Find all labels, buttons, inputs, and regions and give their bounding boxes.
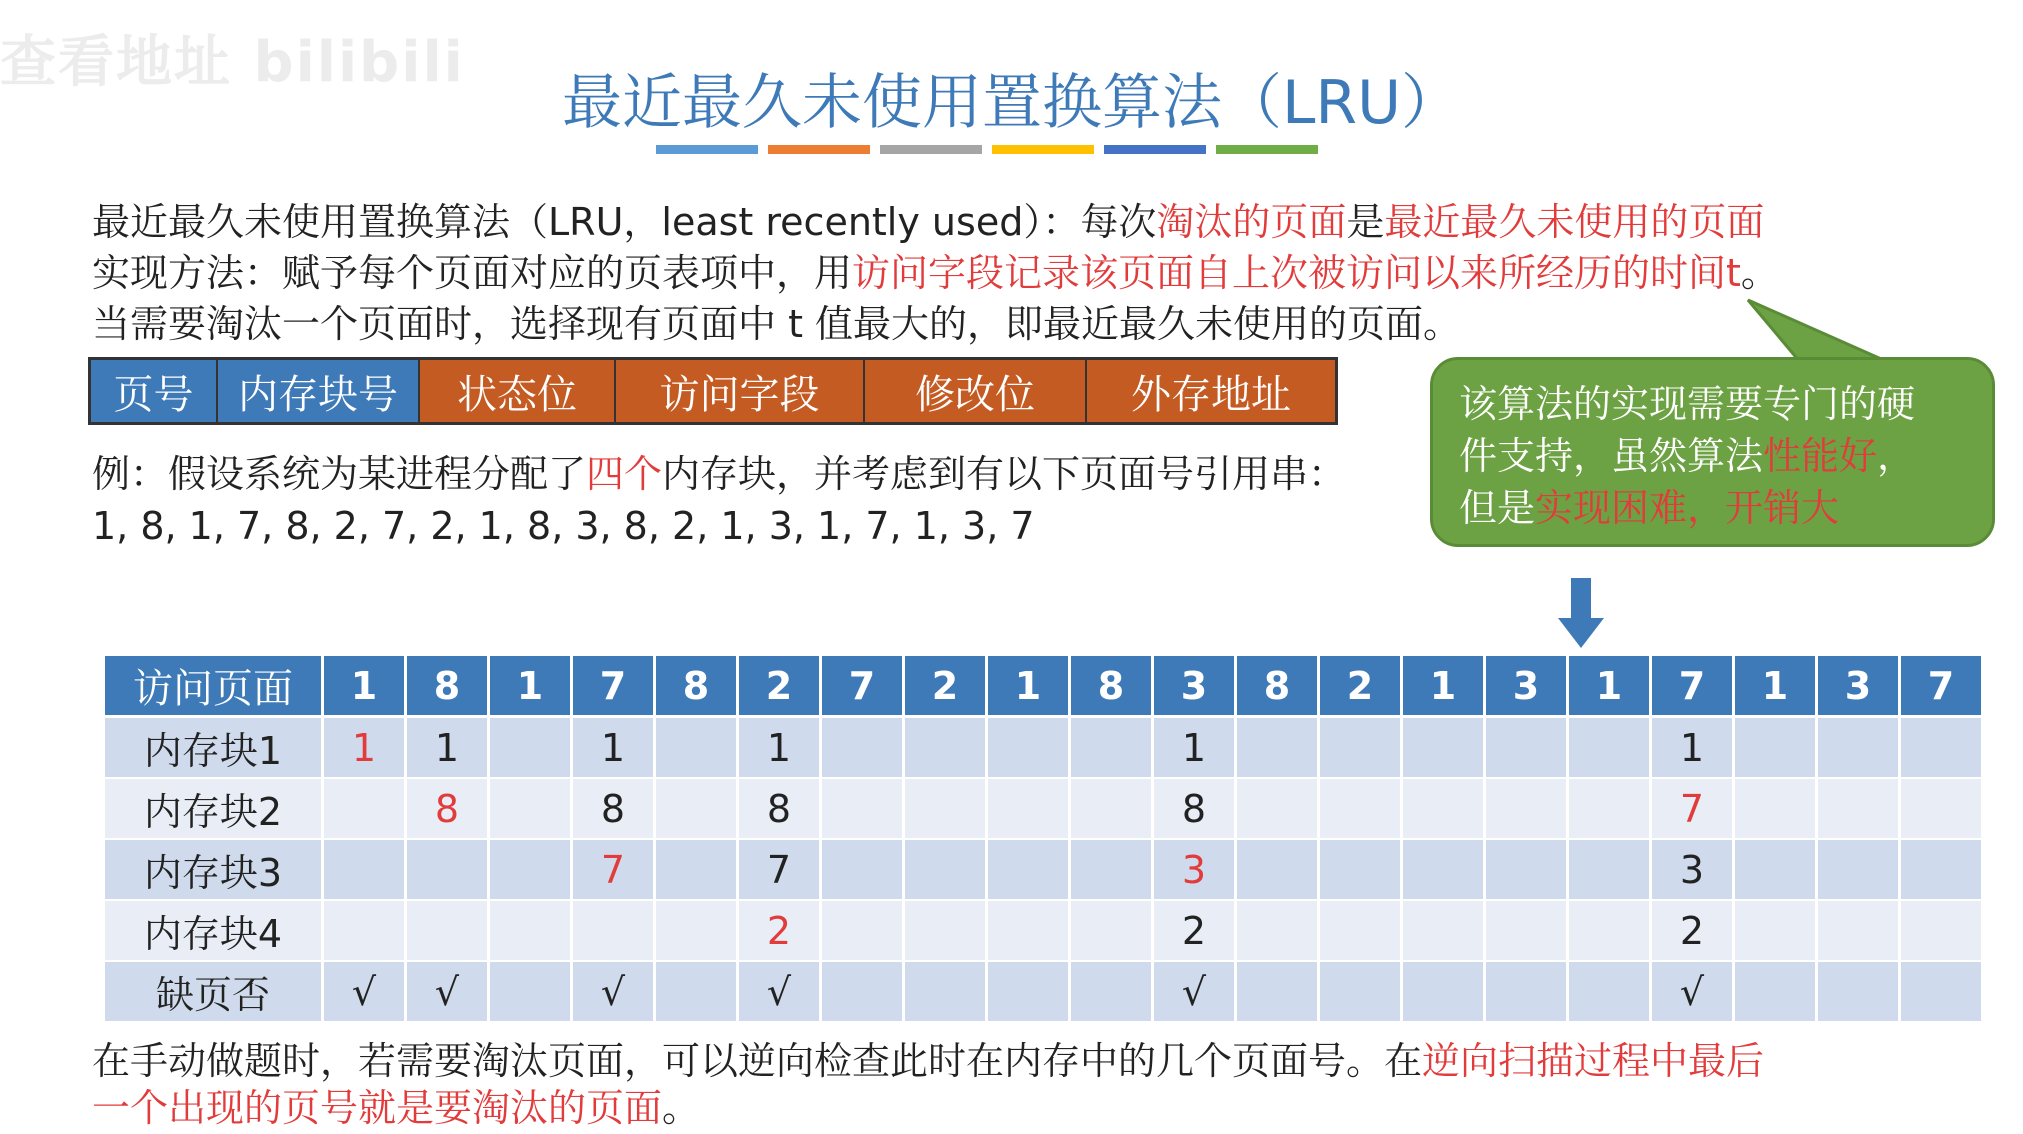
table-header-page: 1 xyxy=(1735,656,1815,718)
bubble-line-1: 该算法的实现需要专门的硬 xyxy=(1459,382,1916,426)
table-cell xyxy=(490,718,570,779)
table-header-page: 2 xyxy=(905,656,985,718)
row-label: 内存块3 xyxy=(105,840,321,901)
table-cell xyxy=(1486,901,1566,962)
lru-simulation-table xyxy=(102,656,1984,1023)
table-cell xyxy=(1818,962,1898,1023)
table-cell: 3 xyxy=(1154,840,1234,901)
table-cell xyxy=(1237,779,1317,840)
pte-field: 修改位 xyxy=(865,360,1087,422)
table-cell xyxy=(1486,718,1566,779)
table-header-page: 1 xyxy=(988,656,1068,718)
table-cell xyxy=(1735,901,1815,962)
title-bar-2 xyxy=(768,145,870,154)
table-header-page: 1 xyxy=(1403,656,1483,718)
table-cell xyxy=(1237,901,1317,962)
pte-field: 状态位 xyxy=(420,360,616,422)
title-bar-4 xyxy=(992,145,1094,154)
table-cell: 2 xyxy=(1154,901,1234,962)
tip-text: 在手动做题时，若需要淘汰页面，可以逆向检查此时在内存中的几个页面号。在 xyxy=(92,1039,1423,1083)
table-cell xyxy=(1403,779,1483,840)
table-cell: √ xyxy=(1652,962,1732,1023)
table-row xyxy=(105,962,1981,1023)
down-arrow-icon xyxy=(1558,578,1604,650)
table-cell xyxy=(988,962,1068,1023)
definition-line xyxy=(92,196,1764,248)
table-header-page: 8 xyxy=(407,656,487,718)
table-cell xyxy=(407,901,487,962)
table-header-page: 3 xyxy=(1818,656,1898,718)
table-cell xyxy=(656,779,736,840)
table-cell xyxy=(1818,718,1898,779)
row-label: 内存块2 xyxy=(105,779,321,840)
table-cell xyxy=(407,840,487,901)
title-underline-bars xyxy=(656,145,1318,154)
pte-field: 页号 xyxy=(91,360,218,422)
pte-field: 内存块号 xyxy=(218,360,420,422)
table-cell xyxy=(1403,962,1483,1023)
table-cell: 1 xyxy=(739,718,819,779)
table-cell xyxy=(1735,779,1815,840)
table-header-page: 1 xyxy=(490,656,570,718)
table-cell: 8 xyxy=(407,779,487,840)
table-cell xyxy=(905,718,985,779)
table-header-page: 7 xyxy=(822,656,902,718)
table-cell xyxy=(1320,718,1400,779)
table-cell: 3 xyxy=(1652,840,1732,901)
table-cell xyxy=(905,901,985,962)
table-cell xyxy=(1071,901,1151,962)
table-cell xyxy=(1901,779,1981,840)
table-cell: 8 xyxy=(573,779,653,840)
table-cell xyxy=(1320,840,1400,901)
row-label: 缺页否 xyxy=(105,962,321,1023)
table-cell xyxy=(1237,840,1317,901)
table-header-page: 7 xyxy=(573,656,653,718)
table-cell: √ xyxy=(739,962,819,1023)
table-cell xyxy=(1735,840,1815,901)
table-cell xyxy=(905,840,985,901)
table-cell xyxy=(1486,962,1566,1023)
table-cell xyxy=(1071,718,1151,779)
table-cell xyxy=(1403,901,1483,962)
bubble-highlight-performance: 性能好 xyxy=(1763,434,1878,478)
table-cell xyxy=(1403,718,1483,779)
table-header-page: 2 xyxy=(739,656,819,718)
bubble-line-3: 但是实现困难，开销大 xyxy=(1459,486,1840,530)
implementation-text: 实现方法：赋予每个页面对应的页表项中，用 xyxy=(92,251,853,295)
table-cell xyxy=(1901,840,1981,901)
implementation-highlight: 访问字段记录该页面自上次被访问以来所经历的时间t xyxy=(852,251,1741,295)
eviction-rule-line: 当需要淘汰一个页面时，选择现有页面中 t 值最大的，即最近最久未使用的页面。 xyxy=(92,302,1462,346)
tip-line-2 xyxy=(92,1082,700,1134)
table-cell xyxy=(1569,779,1649,840)
table-header-page: 8 xyxy=(1237,656,1317,718)
table-cell xyxy=(905,779,985,840)
table-cell: 1 xyxy=(1652,718,1732,779)
table-cell xyxy=(324,779,404,840)
table-cell xyxy=(1901,962,1981,1023)
table-cell xyxy=(1320,901,1400,962)
callout-bubble xyxy=(1430,357,1995,547)
definition-highlight-1: 淘汰的页面 xyxy=(1156,200,1347,244)
table-cell: 1 xyxy=(407,718,487,779)
table-cell xyxy=(905,962,985,1023)
table-cell xyxy=(1735,718,1815,779)
table-cell xyxy=(822,718,902,779)
table-header-page: 1 xyxy=(1569,656,1649,718)
title-bar-1 xyxy=(656,145,758,154)
table-cell xyxy=(988,901,1068,962)
table-cell xyxy=(1486,840,1566,901)
table-cell xyxy=(656,840,736,901)
table-cell xyxy=(1320,962,1400,1023)
table-cell xyxy=(1901,901,1981,962)
table-cell: 1 xyxy=(573,718,653,779)
table-cell: 2 xyxy=(1652,901,1732,962)
table-cell xyxy=(1237,718,1317,779)
row-label: 内存块4 xyxy=(105,901,321,962)
table-cell xyxy=(1071,779,1151,840)
table-cell xyxy=(1818,901,1898,962)
table-header-page: 7 xyxy=(1652,656,1732,718)
table-cell xyxy=(656,901,736,962)
table-header-page: 8 xyxy=(656,656,736,718)
tip-highlight-1: 逆向扫描过程中最后 xyxy=(1422,1039,1765,1083)
reference-string: 1, 8, 1, 7, 8, 2, 7, 2, 1, 8, 3, 8, 2, 1, 3, 1, 7, 1, 3, 7 xyxy=(92,504,1035,548)
definition-text-2: 是 xyxy=(1346,200,1385,244)
tip-end: 。 xyxy=(662,1086,701,1130)
table-cell: 7 xyxy=(573,840,653,901)
bubble-line-2: 件支持，虽然算法性能好， xyxy=(1459,434,1916,478)
example-highlight: 四个 xyxy=(586,452,663,496)
table-cell xyxy=(822,779,902,840)
table-cell xyxy=(656,718,736,779)
table-cell: 1 xyxy=(324,718,404,779)
pte-field: 访问字段 xyxy=(616,360,865,422)
table-cell xyxy=(988,779,1068,840)
table-cell: 8 xyxy=(739,779,819,840)
example-text: 例：假设系统为某进程分配了 xyxy=(92,452,587,496)
table-cell xyxy=(490,840,570,901)
table-cell xyxy=(490,779,570,840)
table-cell: 1 xyxy=(1154,718,1234,779)
table-cell: 2 xyxy=(739,901,819,962)
table-cell xyxy=(822,840,902,901)
table-cell xyxy=(1403,840,1483,901)
table-header-label: 访问页面 xyxy=(105,656,321,718)
table-cell xyxy=(1818,840,1898,901)
table-cell: 8 xyxy=(1154,779,1234,840)
table-cell xyxy=(1569,718,1649,779)
table-cell xyxy=(1071,962,1151,1023)
example-line xyxy=(92,448,1346,500)
table-cell xyxy=(1569,901,1649,962)
table-cell xyxy=(1071,840,1151,901)
table-cell xyxy=(822,901,902,962)
title-bar-5 xyxy=(1104,145,1206,154)
definition-highlight-2: 最近最久未使用的页面 xyxy=(1384,200,1765,244)
tip-line-1 xyxy=(92,1035,1764,1087)
table-cell xyxy=(1237,962,1317,1023)
title-bar-6 xyxy=(1216,145,1318,154)
watermark-logo: 查看地址 bilibili xyxy=(0,30,465,95)
table-cell xyxy=(988,840,1068,901)
title-bar-3 xyxy=(880,145,982,154)
table-cell: √ xyxy=(407,962,487,1023)
table-cell xyxy=(573,901,653,962)
table-row xyxy=(105,779,1981,840)
table-cell xyxy=(822,962,902,1023)
table-header-page: 8 xyxy=(1071,656,1151,718)
table-header-page: 3 xyxy=(1154,656,1234,718)
page-title: 最近最久未使用置换算法（LRU） xyxy=(561,68,1462,138)
table-header-page: 7 xyxy=(1901,656,1981,718)
table-cell xyxy=(1569,962,1649,1023)
table-row xyxy=(105,840,1981,901)
bubble-highlight-cost: 实现困难，开销大 xyxy=(1535,486,1840,530)
table-cell xyxy=(324,840,404,901)
table-cell xyxy=(1818,779,1898,840)
table-cell xyxy=(656,962,736,1023)
tip-highlight-2: 一个出现的页号就是要淘汰的页面 xyxy=(92,1086,663,1130)
pte-field: 外存地址 xyxy=(1087,360,1335,422)
implementation-end: 。 xyxy=(1740,251,1779,295)
table-header-page: 1 xyxy=(324,656,404,718)
table-row xyxy=(105,901,1981,962)
table-header-page: 3 xyxy=(1486,656,1566,718)
table-cell xyxy=(1320,779,1400,840)
table-cell: 7 xyxy=(1652,779,1732,840)
table-cell xyxy=(1901,718,1981,779)
table-row xyxy=(105,718,1981,779)
row-label: 内存块1 xyxy=(105,718,321,779)
table-cell xyxy=(490,901,570,962)
example-text-2: 内存块，并考虑到有以下页面号引用串： xyxy=(662,452,1347,496)
table-cell xyxy=(1486,779,1566,840)
bubble-tail xyxy=(1740,296,1890,366)
table-cell xyxy=(490,962,570,1023)
table-cell xyxy=(988,718,1068,779)
page-table-entry-diagram xyxy=(88,357,1338,425)
implementation-line xyxy=(92,247,1779,299)
table-header-page: 2 xyxy=(1320,656,1400,718)
table-cell xyxy=(1569,840,1649,901)
table-cell: √ xyxy=(573,962,653,1023)
table-cell: √ xyxy=(1154,962,1234,1023)
table-cell: √ xyxy=(324,962,404,1023)
table-cell xyxy=(1735,962,1815,1023)
table-cell xyxy=(324,901,404,962)
table-cell: 7 xyxy=(739,840,819,901)
definition-text: 最近最久未使用置换算法（LRU，least recently used）：每次 xyxy=(92,200,1157,244)
